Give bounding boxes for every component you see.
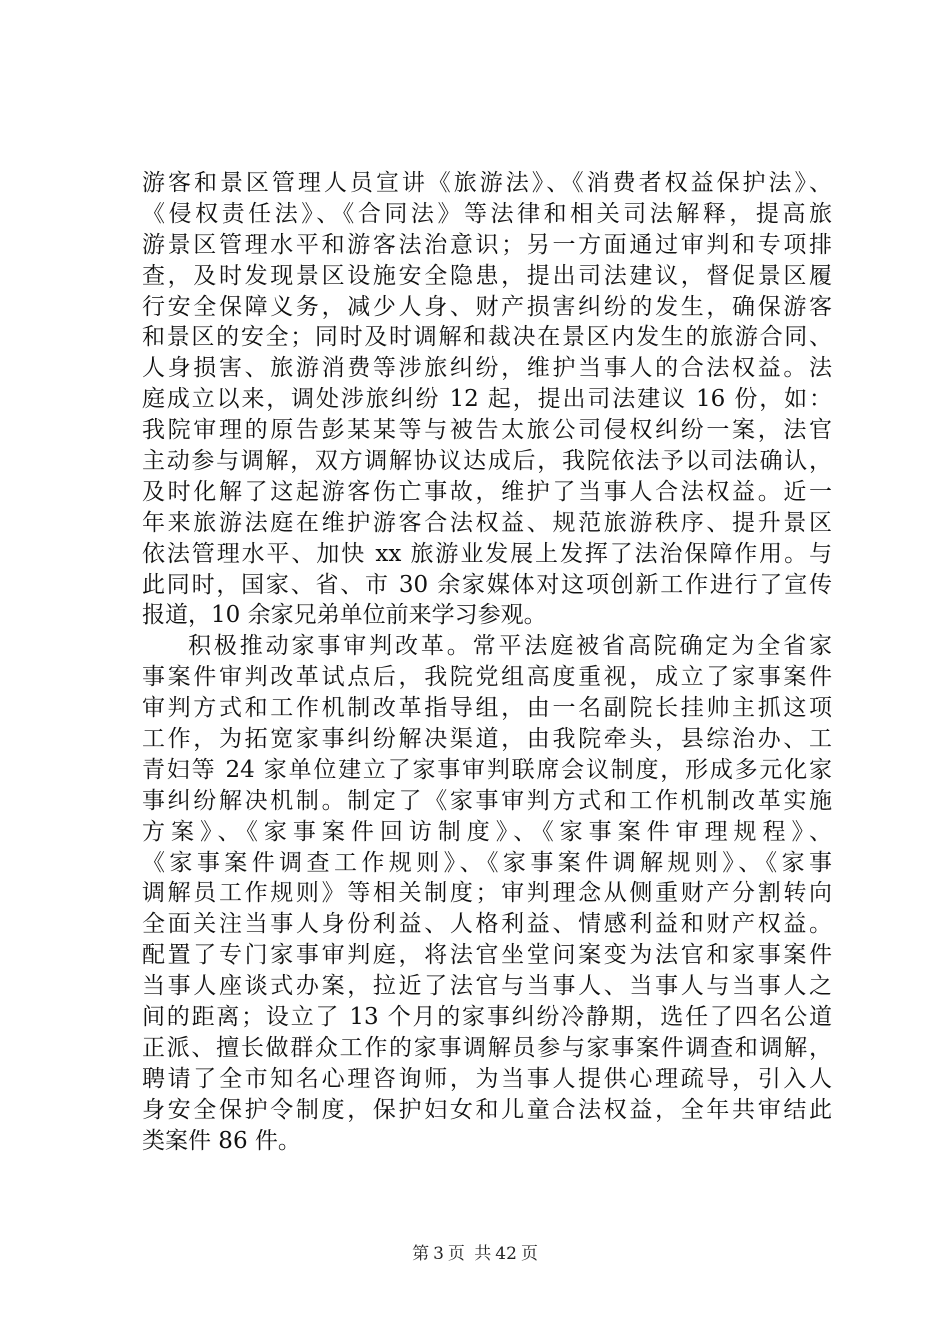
text-line: 庭成立以来，调处涉旅纠纷 12 起，提出司法建议 16 份，如： (142, 386, 832, 413)
text-line: 当事人座谈式办案，拉近了法官与当事人、当事人与当事人之 (142, 973, 832, 1000)
text-line: 聘请了全市知名心理咨询师，为当事人提供心理疏导，引入人 (142, 1065, 832, 1092)
page-prefix: 第 (412, 1244, 430, 1264)
text-line: 调解员工作规则》等相关制度；审判理念从侧重财产分割转向 (142, 880, 832, 907)
text-line: 身安全保护令制度，保护妇女和儿童合法权益，全年共审结此 (142, 1096, 832, 1123)
text-line: 方案》、《家事案件回访制度》、《家事案件审理规程》、 (142, 818, 832, 845)
text-line: 此同时，国家、省、市 30 余家媒体对这项创新工作进行了宣传 (142, 571, 832, 598)
text-line: 和景区的安全；同时及时调解和裁决在景区内发生的旅游合同、 (142, 324, 832, 351)
text-line: 我院审理的原告彭某某等与被告太旅公司侵权纠纷一案，法官 (142, 417, 832, 444)
total-pages: 42 (495, 1244, 517, 1264)
body-text (142, 168, 832, 1157)
text-line: 主动参与调解，双方调解协议达成后，我院依法予以司法确认， (142, 448, 832, 475)
text-line: 游客和景区管理人员宣讲《旅游法》、《消费者权益保护法》、 (142, 170, 832, 196)
text-line: 审判方式和工作机制改革指导组，由一名副院长挂帅主抓这项 (142, 695, 832, 722)
text-line: 年来旅游法庭在维护游客合法权益、规范旅游秩序、提升景区 (142, 509, 832, 536)
text-line: 行安全保障义务，减少人身、财产损害纠纷的发生，确保游客 (142, 293, 832, 320)
text-line: 《侵权责任法》、《合同法》等法律和相关司法解释，提高旅 (142, 200, 832, 227)
text-line: 青妇等 24 家单位建立了家事审判联席会议制度，形成多元化家 (142, 756, 832, 783)
text-line: 《家事案件调查工作规则》、《家事案件调解规则》、《家事 (142, 849, 832, 876)
text-line: 间的距离；设立了 13 个月的家事纠纷冷静期，选任了四名公道 (142, 1004, 832, 1031)
text-line: 事案件审判改革试点后，我院党组高度重视，成立了家事案件 (142, 664, 832, 691)
text-line: 工作，为拓宽家事纠纷解决渠道，由我院牵头，县综治办、工 (142, 726, 832, 753)
total-prefix: 共 (474, 1244, 492, 1264)
text-line: 配置了专门家事审判庭，将法官坐堂问案变为法官和家事案件 (142, 942, 832, 969)
text-line: 及时化解了这起游客伤亡事故，维护了当事人合法权益。近一 (142, 478, 832, 505)
text-line: 正派、擅长做群众工作的家事调解员参与家事案件调查和调解， (142, 1034, 832, 1061)
text-line: 报道，10 余家兄弟单位前来学习参观。 (142, 602, 547, 629)
text-line: 类案件 86 件。 (142, 1127, 301, 1154)
total-suffix: 页 (520, 1244, 538, 1264)
text-line: 查，及时发现景区设施安全隐患，提出司法建议，督促景区履 (142, 262, 832, 289)
page-number: 3 (433, 1244, 444, 1264)
text-line: 依法管理水平、加快 xx 旅游业发展上发挥了法治保障作用。与 (142, 540, 832, 567)
paragraph-first-line: 积极推动家事审判改革。常平法庭被省高院确定为全省家 (188, 633, 832, 660)
text-line: 事纠纷解决机制。制定了《家事审判方式和工作机制改革实施 (142, 787, 832, 814)
text-line: 游景区管理水平和游客法治意识；另一方面通过审判和专项排 (142, 231, 832, 258)
text-line: 人身损害、旅游消费等涉旅纠纷，维护当事人的合法权益。法 (142, 355, 832, 382)
page-footer (0, 1243, 950, 1265)
page-suffix: 页 (447, 1244, 465, 1264)
text-line: 全面关注当事人身份利益、人格利益、情感利益和财产权益。 (142, 911, 832, 938)
